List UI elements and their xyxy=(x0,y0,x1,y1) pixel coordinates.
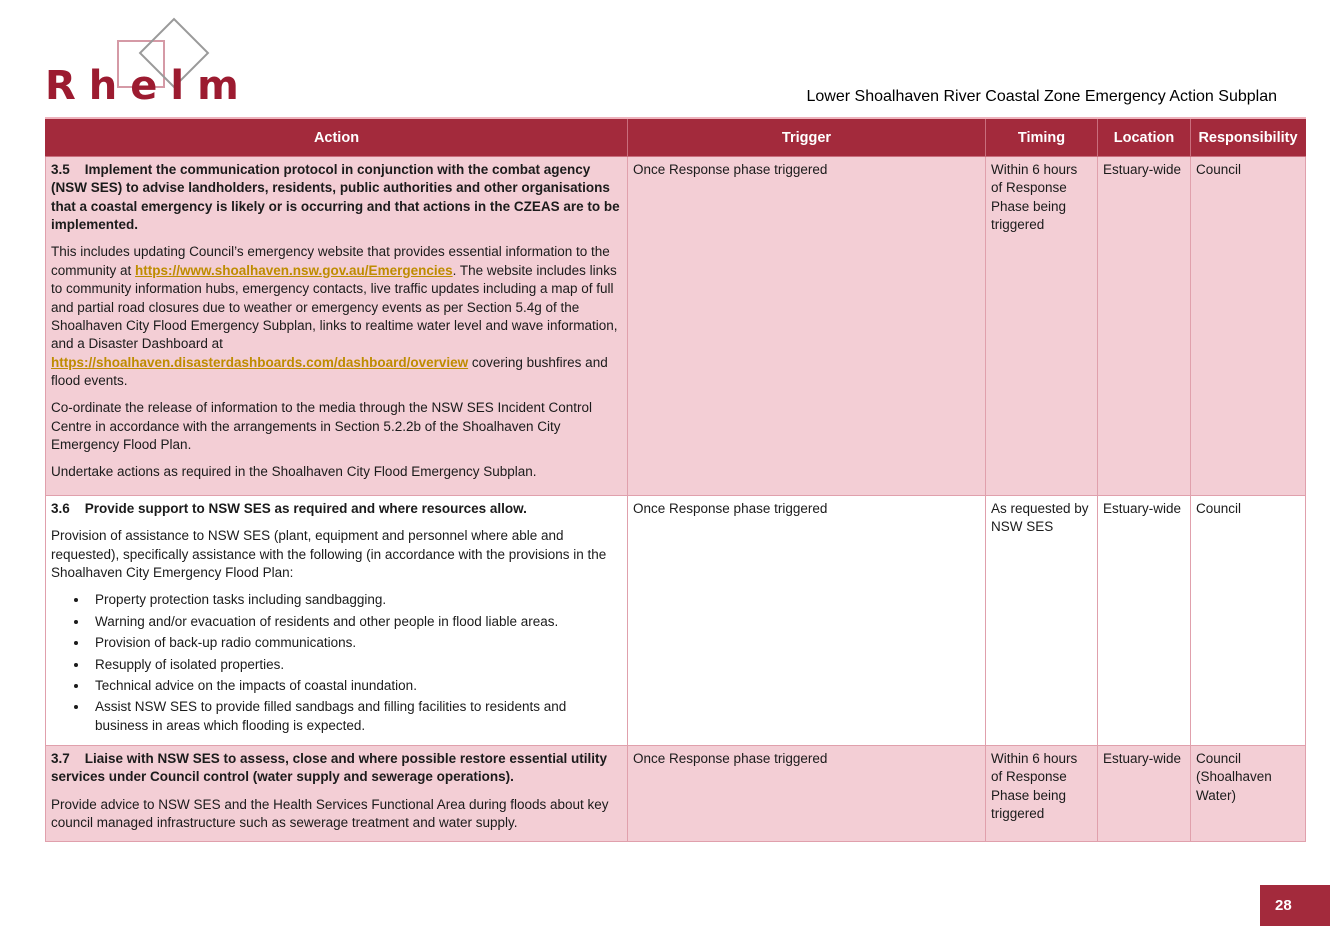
action-cell-3-7 xyxy=(46,745,628,841)
table-row-3-6 xyxy=(46,496,1306,746)
action-cell-3-5 xyxy=(46,157,628,496)
trigger-cell-3-5: Once Response phase triggered xyxy=(628,157,986,496)
action-heading-3-6 xyxy=(51,500,622,518)
bullet-item: • Property protection tasks including sandbagging. xyxy=(89,591,622,609)
column-header-location: Location xyxy=(1098,118,1191,157)
trigger-cell-3-7: Once Response phase triggered xyxy=(628,745,986,841)
action-paragraph-media: Co-ordinate the release of information to the media through the NSW SES Incident Control Centre in accordance with the arrangements in Section 5.2.2b of the Shoalhaven City Emergency Flood Plan. xyxy=(51,400,593,453)
timing-cell-3-6: As requested by NSW SES xyxy=(986,496,1098,746)
column-header-responsibility: Responsibility xyxy=(1191,118,1306,157)
paragraph-text: covering bushfires and flood events. xyxy=(51,354,608,388)
location-cell-3-5: Estuary-wide xyxy=(1098,157,1191,496)
bullet-item: • Technical advice on the impacts of coastal inundation. xyxy=(89,677,622,695)
bullet-item: • Provision of back-up radio communications. xyxy=(89,634,622,652)
link-shoalhaven-emergencies[interactable]: https://www.shoalhaven.nsw.gov.au/Emergencies xyxy=(135,262,453,278)
column-header-timing: Timing xyxy=(986,118,1098,157)
paragraph-text: This includes updating Council’s emergency website that provides essential information to the community at xyxy=(51,244,610,278)
timing-cell-3-7: Within 6 hours of Response Phase being triggered xyxy=(986,745,1098,841)
action-heading-text-3-5: Implement the communication protocol in conjunction with the combat agency (NSW SES) to advise landholders, residents, public authorities and other organisations that a coastal emergency is likely or is occurring and that actions in the CZEAS are to be implemented. xyxy=(51,162,620,233)
action-paragraph-website xyxy=(51,243,622,390)
action-heading-text-3-6: Provide support to NSW SES as required and where resources allow. xyxy=(84,501,527,516)
action-paragraph-undertake: Undertake actions as required in the Shoalhaven City Flood Emergency Subplan. xyxy=(51,464,537,480)
link-disaster-dashboard[interactable]: https://shoalhaven.disasterdashboards.com/dashboard/overview xyxy=(51,354,469,370)
column-header-trigger: Trigger xyxy=(628,118,986,157)
table-row-3-5 xyxy=(46,157,1306,496)
bullet-item: • Warning and/or evacuation of residents and other people in flood liable areas. xyxy=(89,613,622,631)
document-title: Lower Shoalhaven River Coastal Zone Emergency Action Subplan xyxy=(806,88,1277,105)
responsibility-cell-3-7: Council (Shoalhaven Water) xyxy=(1191,745,1306,841)
logo-text: Rhelm xyxy=(45,63,252,109)
action-number-3-5: 3.5 xyxy=(51,162,70,177)
action-number-3-7: 3.7 xyxy=(51,750,70,766)
page-number: 28 xyxy=(1275,897,1292,914)
rhelm-logo xyxy=(45,26,265,116)
paragraph-text: . The website includes links to community information hubs, emergency contacts, live traffic updates including a map of full and partial road closures due to weather or emergency events as per Section 5.4g of the Shoalhaven City Flood Emergency Subplan, links to realtime water level and wave information, and a Disaster Dashboard at xyxy=(51,262,618,352)
bullet-item: • Resupply of isolated properties. xyxy=(89,656,622,674)
action-heading-3-7 xyxy=(51,750,622,787)
action-heading-text-3-7: Liaise with NSW SES to assess, close and where possible restore essential utility services under Council control (water supply and sewerage operations). xyxy=(51,750,607,785)
assistance-bullet-list xyxy=(51,591,622,735)
action-paragraph-advice: Provide advice to NSW SES and the Health Services Functional Area during floods about key council managed infrastructure such as sewerage treatment and water supply. xyxy=(51,796,609,831)
location-cell-3-7: Estuary-wide xyxy=(1098,745,1191,841)
responsibility-cell-3-5: Council xyxy=(1191,157,1306,496)
location-cell-3-6: Estuary-wide xyxy=(1098,496,1191,746)
action-paragraph-assistance: Provision of assistance to NSW SES (plant, equipment and personnel where able and requested), specifically assistance with the following (in accordance with the provisions in the Shoalhaven City Emergency Flood Plan: xyxy=(51,528,607,581)
action-number-3-6: 3.6 xyxy=(51,501,70,516)
table-header-row xyxy=(46,118,1306,157)
timing-cell-3-5: Within 6 hours of Response Phase being triggered xyxy=(986,157,1098,496)
action-heading-3-5 xyxy=(51,161,622,234)
trigger-cell-3-6: Once Response phase triggered xyxy=(628,496,986,746)
column-header-action: Action xyxy=(46,118,628,157)
action-cell-3-6 xyxy=(46,496,628,746)
action-table xyxy=(45,117,1306,842)
table-row-3-7 xyxy=(46,745,1306,841)
page-number-badge xyxy=(1260,885,1330,926)
responsibility-cell-3-6: Council xyxy=(1191,496,1306,746)
bullet-item: • Assist NSW SES to provide filled sandbags and filling facilities to residents and business in areas which flooding is expected. xyxy=(89,698,622,735)
